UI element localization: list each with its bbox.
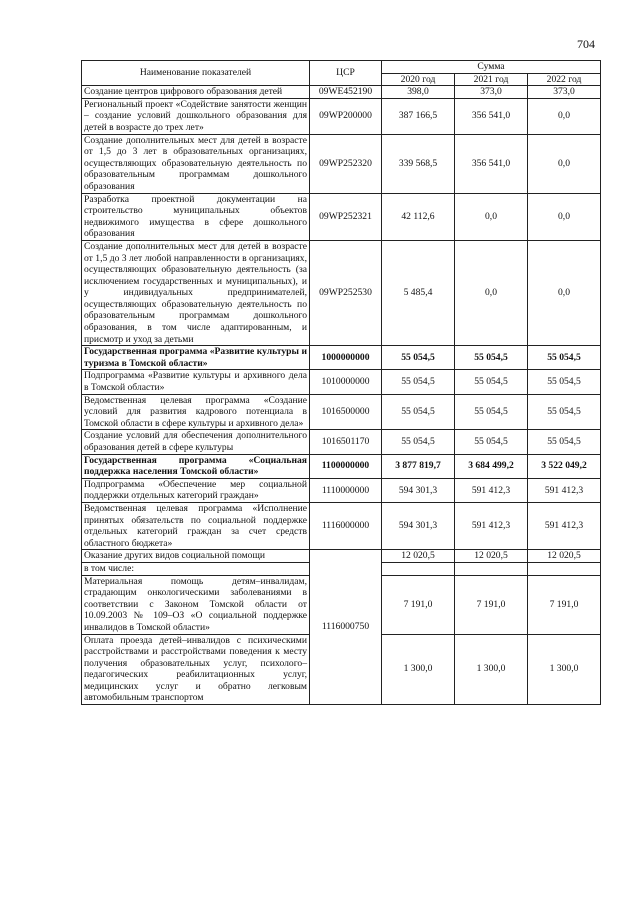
row-value-2021: 55 054,5 xyxy=(455,430,528,454)
row-value-2021: 591 412,3 xyxy=(455,502,528,549)
row-value-2020: 55 054,5 xyxy=(382,346,455,370)
header-year-2021: 2021 год xyxy=(455,73,528,86)
row-name: Государственная программа «Социальная поддержка населения Томской области» xyxy=(82,454,310,478)
table-header-row xyxy=(82,61,601,74)
row-value-2020: 339 568,5 xyxy=(382,134,455,193)
row-value-2022: 591 412,3 xyxy=(528,502,601,549)
row-value-2022 xyxy=(528,562,601,575)
table-row xyxy=(82,502,601,549)
header-year-2022: 2022 год xyxy=(528,73,601,86)
row-name: Оплата проезда детей–инвалидов с психическими расстройствами и расстройствами поведения к месту получения образовательных услуг, психолого–педагогических реабилитационных услуг, медицинских услуг и обратно легковым автомобильным транспортом xyxy=(82,634,310,705)
row-value-2022: 55 054,5 xyxy=(528,370,601,394)
row-value-2020: 55 054,5 xyxy=(382,370,455,394)
row-value-2022: 7 191,0 xyxy=(528,575,601,634)
row-name: Создание условий для обеспечения дополнительного образования детей в сфере культуры xyxy=(82,430,310,454)
row-csr: 1010000000 xyxy=(310,370,382,394)
table-row xyxy=(82,370,601,394)
row-value-2021: 356 541,0 xyxy=(455,134,528,193)
table-row xyxy=(82,240,601,345)
row-value-2020: 3 877 819,7 xyxy=(382,454,455,478)
table-row-program xyxy=(82,346,601,370)
row-name: Оказание других видов социальной помощи xyxy=(82,550,310,563)
row-value-2020: 594 301,3 xyxy=(382,478,455,502)
row-value-2020 xyxy=(382,562,455,575)
row-csr: 09WP200000 xyxy=(310,98,382,134)
row-name: Ведомственная целевая программа «Исполнение принятых обязательств по социальной поддержке отдельных категорий граждан за счет средств областного бюджета» xyxy=(82,502,310,549)
row-value-2022: 55 054,5 xyxy=(528,430,601,454)
table-row xyxy=(82,550,601,563)
row-csr: 1016501170 xyxy=(310,430,382,454)
row-value-2020: 12 020,5 xyxy=(382,550,455,563)
header-sum: Сумма xyxy=(382,61,601,74)
row-value-2022: 0,0 xyxy=(528,193,601,240)
row-value-2021: 356 541,0 xyxy=(455,98,528,134)
row-value-2021 xyxy=(455,562,528,575)
row-name: Создание дополнительных мест для детей в возрасте от 1,5 до 3 лет любой направленности в организациях, осуществляющих образовательную деятельность (за исключением государственных и муниципальных), и у индивидуальных предпринимателей, осуществляющих образовательную деятельность по образовательным программам дошкольного образования, в том числе адаптированным, и присмотр и уход за детьми xyxy=(82,240,310,345)
row-csr: 1116000000 xyxy=(310,502,382,549)
table-row xyxy=(82,394,601,430)
page-number: 704 xyxy=(577,37,595,51)
table-row-program xyxy=(82,454,601,478)
row-value-2021: 3 684 499,2 xyxy=(455,454,528,478)
row-value-2022: 12 020,5 xyxy=(528,550,601,563)
row-value-2022: 3 522 049,2 xyxy=(528,454,601,478)
row-value-2022: 0,0 xyxy=(528,134,601,193)
row-value-2022: 0,0 xyxy=(528,98,601,134)
row-value-2021: 591 412,3 xyxy=(455,478,528,502)
row-value-2021: 1 300,0 xyxy=(455,634,528,705)
row-name: в том числе: xyxy=(82,562,310,575)
row-value-2020: 42 112,6 xyxy=(382,193,455,240)
row-csr: 1016500000 xyxy=(310,394,382,430)
row-name: Подпрограмма «Обеспечение мер социальной поддержки отдельных категорий граждан» xyxy=(82,478,310,502)
table-row xyxy=(82,193,601,240)
row-name: Ведомственная целевая программа «Создание условий для развития кадрового потенциала в Томской области в сфере культуры и архивного дела» xyxy=(82,394,310,430)
header-csr: ЦСР xyxy=(310,61,382,86)
row-csr: 09WE452190 xyxy=(310,86,382,99)
row-value-2021: 55 054,5 xyxy=(455,394,528,430)
row-name: Разработка проектной документации на строительство муниципальных объектов недвижимого имущества в сфере дошкольного образования xyxy=(82,193,310,240)
row-value-2021: 7 191,0 xyxy=(455,575,528,634)
row-value-2020: 55 054,5 xyxy=(382,394,455,430)
row-name: Создание центров цифрового образования детей xyxy=(82,86,310,99)
table-row xyxy=(82,98,601,134)
row-value-2022: 0,0 xyxy=(528,240,601,345)
row-value-2020: 387 166,5 xyxy=(382,98,455,134)
header-name: Наименование показателей xyxy=(82,61,310,86)
row-value-2022: 591 412,3 xyxy=(528,478,601,502)
table-row xyxy=(82,86,601,99)
budget-table xyxy=(81,60,601,705)
row-csr: 09WP252530 xyxy=(310,240,382,345)
row-value-2020: 1 300,0 xyxy=(382,634,455,705)
header-year-2020: 2020 год xyxy=(382,73,455,86)
row-value-2021: 55 054,5 xyxy=(455,370,528,394)
row-value-2021: 12 020,5 xyxy=(455,550,528,563)
row-csr: 09WP252320 xyxy=(310,134,382,193)
row-value-2020: 398,0 xyxy=(382,86,455,99)
row-value-2020: 5 485,4 xyxy=(382,240,455,345)
row-csr: 1116000750 xyxy=(310,550,382,705)
row-csr: 1110000000 xyxy=(310,478,382,502)
row-value-2021: 0,0 xyxy=(455,240,528,345)
row-name: Материальная помощь детям–инвалидам, страдающим онкологическими заболеваниями в соответствии с Законом Томской области от 10.09.2003 № 109–ОЗ «О социальной поддержке инвалидов в Томской области» xyxy=(82,575,310,634)
row-value-2021: 373,0 xyxy=(455,86,528,99)
row-name: Государственная программа «Развитие культуры и туризма в Томской области» xyxy=(82,346,310,370)
row-name: Региональный проект «Содействие занятости женщин – создание условий дошкольного образования для детей в возрасте до трех лет» xyxy=(82,98,310,134)
row-value-2021: 55 054,5 xyxy=(455,346,528,370)
row-csr: 1000000000 xyxy=(310,346,382,370)
row-csr: 09WP252321 xyxy=(310,193,382,240)
row-value-2020: 594 301,3 xyxy=(382,502,455,549)
row-value-2021: 0,0 xyxy=(455,193,528,240)
table-row xyxy=(82,478,601,502)
row-name: Подпрограмма «Развитие культуры и архивного дела в Томской области» xyxy=(82,370,310,394)
row-value-2022: 373,0 xyxy=(528,86,601,99)
table-row xyxy=(82,134,601,193)
row-csr: 1100000000 xyxy=(310,454,382,478)
row-value-2022: 1 300,0 xyxy=(528,634,601,705)
row-value-2022: 55 054,5 xyxy=(528,346,601,370)
row-value-2022: 55 054,5 xyxy=(528,394,601,430)
row-value-2020: 55 054,5 xyxy=(382,430,455,454)
row-value-2020: 7 191,0 xyxy=(382,575,455,634)
row-name: Создание дополнительных мест для детей в возрасте от 1,5 до 3 лет в образовательных организациях, осуществляющих образовательную деятельность по образовательным программам дошкольного образования xyxy=(82,134,310,193)
table-row xyxy=(82,430,601,454)
